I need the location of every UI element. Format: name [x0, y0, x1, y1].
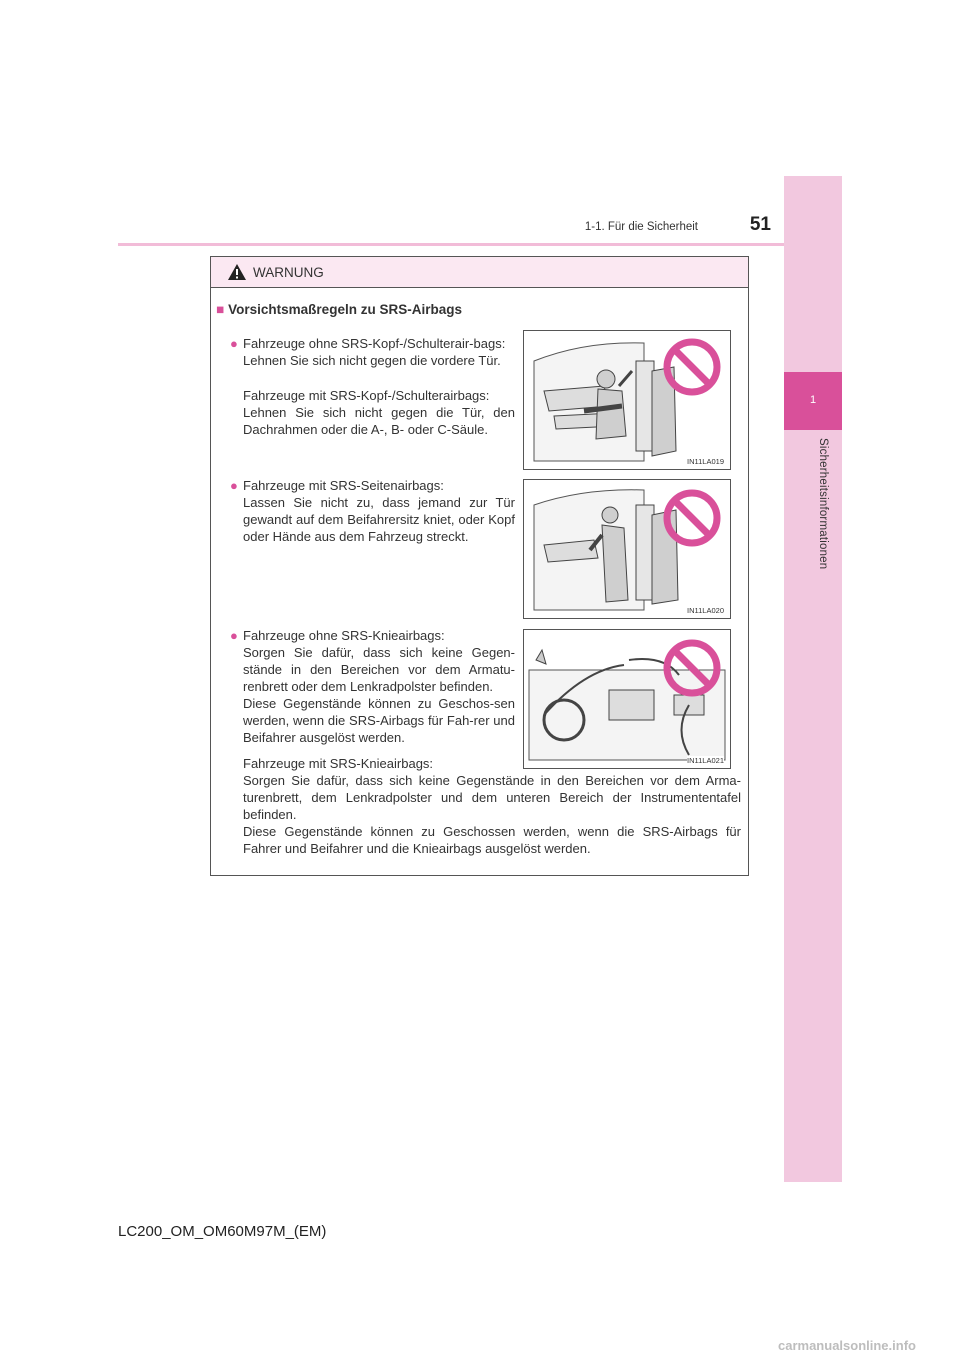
warning-box — [210, 256, 749, 876]
page-number: 51 — [749, 214, 771, 235]
figure-code: IN11LA021 — [687, 756, 724, 765]
figure-dashboard-objects — [523, 629, 731, 769]
warning-title: WARNUNG — [253, 265, 324, 280]
figure-seat-lean — [523, 330, 731, 470]
warning-header — [211, 257, 748, 288]
item-3-text-1: Fahrzeuge ohne SRS-Knieairbags: Sorgen Sie dafür, dass sich keine Gegen-stände in den Bereichen vor dem Armatu-renbrett oder dem Lenkradpolster befinden. Diese Gegenstände können zu Geschos-sen werden, wenn die SRS-Airbags für Fah-rer und Beifahrer ausgelöst werden. — [243, 628, 515, 745]
warning-triangle-icon — [227, 263, 247, 281]
figure-code: IN11LA019 — [687, 457, 724, 466]
section-title: 1-1. Für die Sicherheit — [584, 221, 698, 233]
item-1-paragraph-1 — [230, 335, 515, 369]
item-2-text-1: Fahrzeuge mit SRS-Seitenairbags: Lassen Sie nicht zu, dass jemand zur Tür gewandt auf dem Beifahrersitz kniet, oder Kopf oder Hände aus dem Fahrzeug streckt. — [243, 478, 515, 544]
item-3-paragraph-2 — [243, 755, 741, 857]
item-3-paragraph-1 — [230, 627, 515, 746]
item-3-text-2: Fahrzeuge mit SRS-Knieairbags: Sorgen Sie dafür, dass sich keine Gegenstände in den Bereichen vor dem Arma-turenbrett, dem Lenkradpolster und dem unteren Bereich der Instrumententafel befinden. Diese Gegenstände können zu Geschossen werden, wenn die SRS-Airbags für Fahrer und Beifahrer und die Knieairbags ausgelöst werden. — [243, 756, 741, 856]
chapter-title: Sicherheitsinformationen — [817, 438, 829, 570]
chapter-number: 1 — [809, 394, 817, 406]
bullet-icon: ● — [230, 628, 238, 643]
prohibition-icon — [662, 638, 722, 698]
figure-kneeling-passenger — [523, 479, 731, 619]
header-rule — [118, 243, 784, 246]
item-1-text-1: Fahrzeuge ohne SRS-Kopf-/Schulterair-bags: Lehnen Sie sich nicht gegen die vordere Tür. — [243, 336, 506, 368]
item-2-paragraph-1 — [230, 477, 515, 545]
watermark: carmanualsonline.info — [778, 1338, 916, 1353]
warning-subheading: ■ Vorsichtsmaßregeln zu SRS-Airbags — [216, 302, 462, 317]
document-code: LC200_OM_OM60M97M_(EM) — [118, 1223, 327, 1240]
chapter-sidebar — [784, 176, 842, 1182]
prohibition-icon — [662, 337, 722, 397]
figure-code: IN11LA020 — [687, 606, 724, 615]
item-1-paragraph-2 — [243, 387, 515, 438]
bullet-icon: ● — [230, 478, 238, 493]
bullet-icon: ● — [230, 336, 238, 351]
item-1-text-2: Fahrzeuge mit SRS-Kopf-/Schulterairbags: Lehnen Sie sich nicht gegen die Tür, den Dachrahmen oder die A-, B- oder C-Säule. — [243, 388, 515, 437]
prohibition-icon — [662, 488, 722, 548]
